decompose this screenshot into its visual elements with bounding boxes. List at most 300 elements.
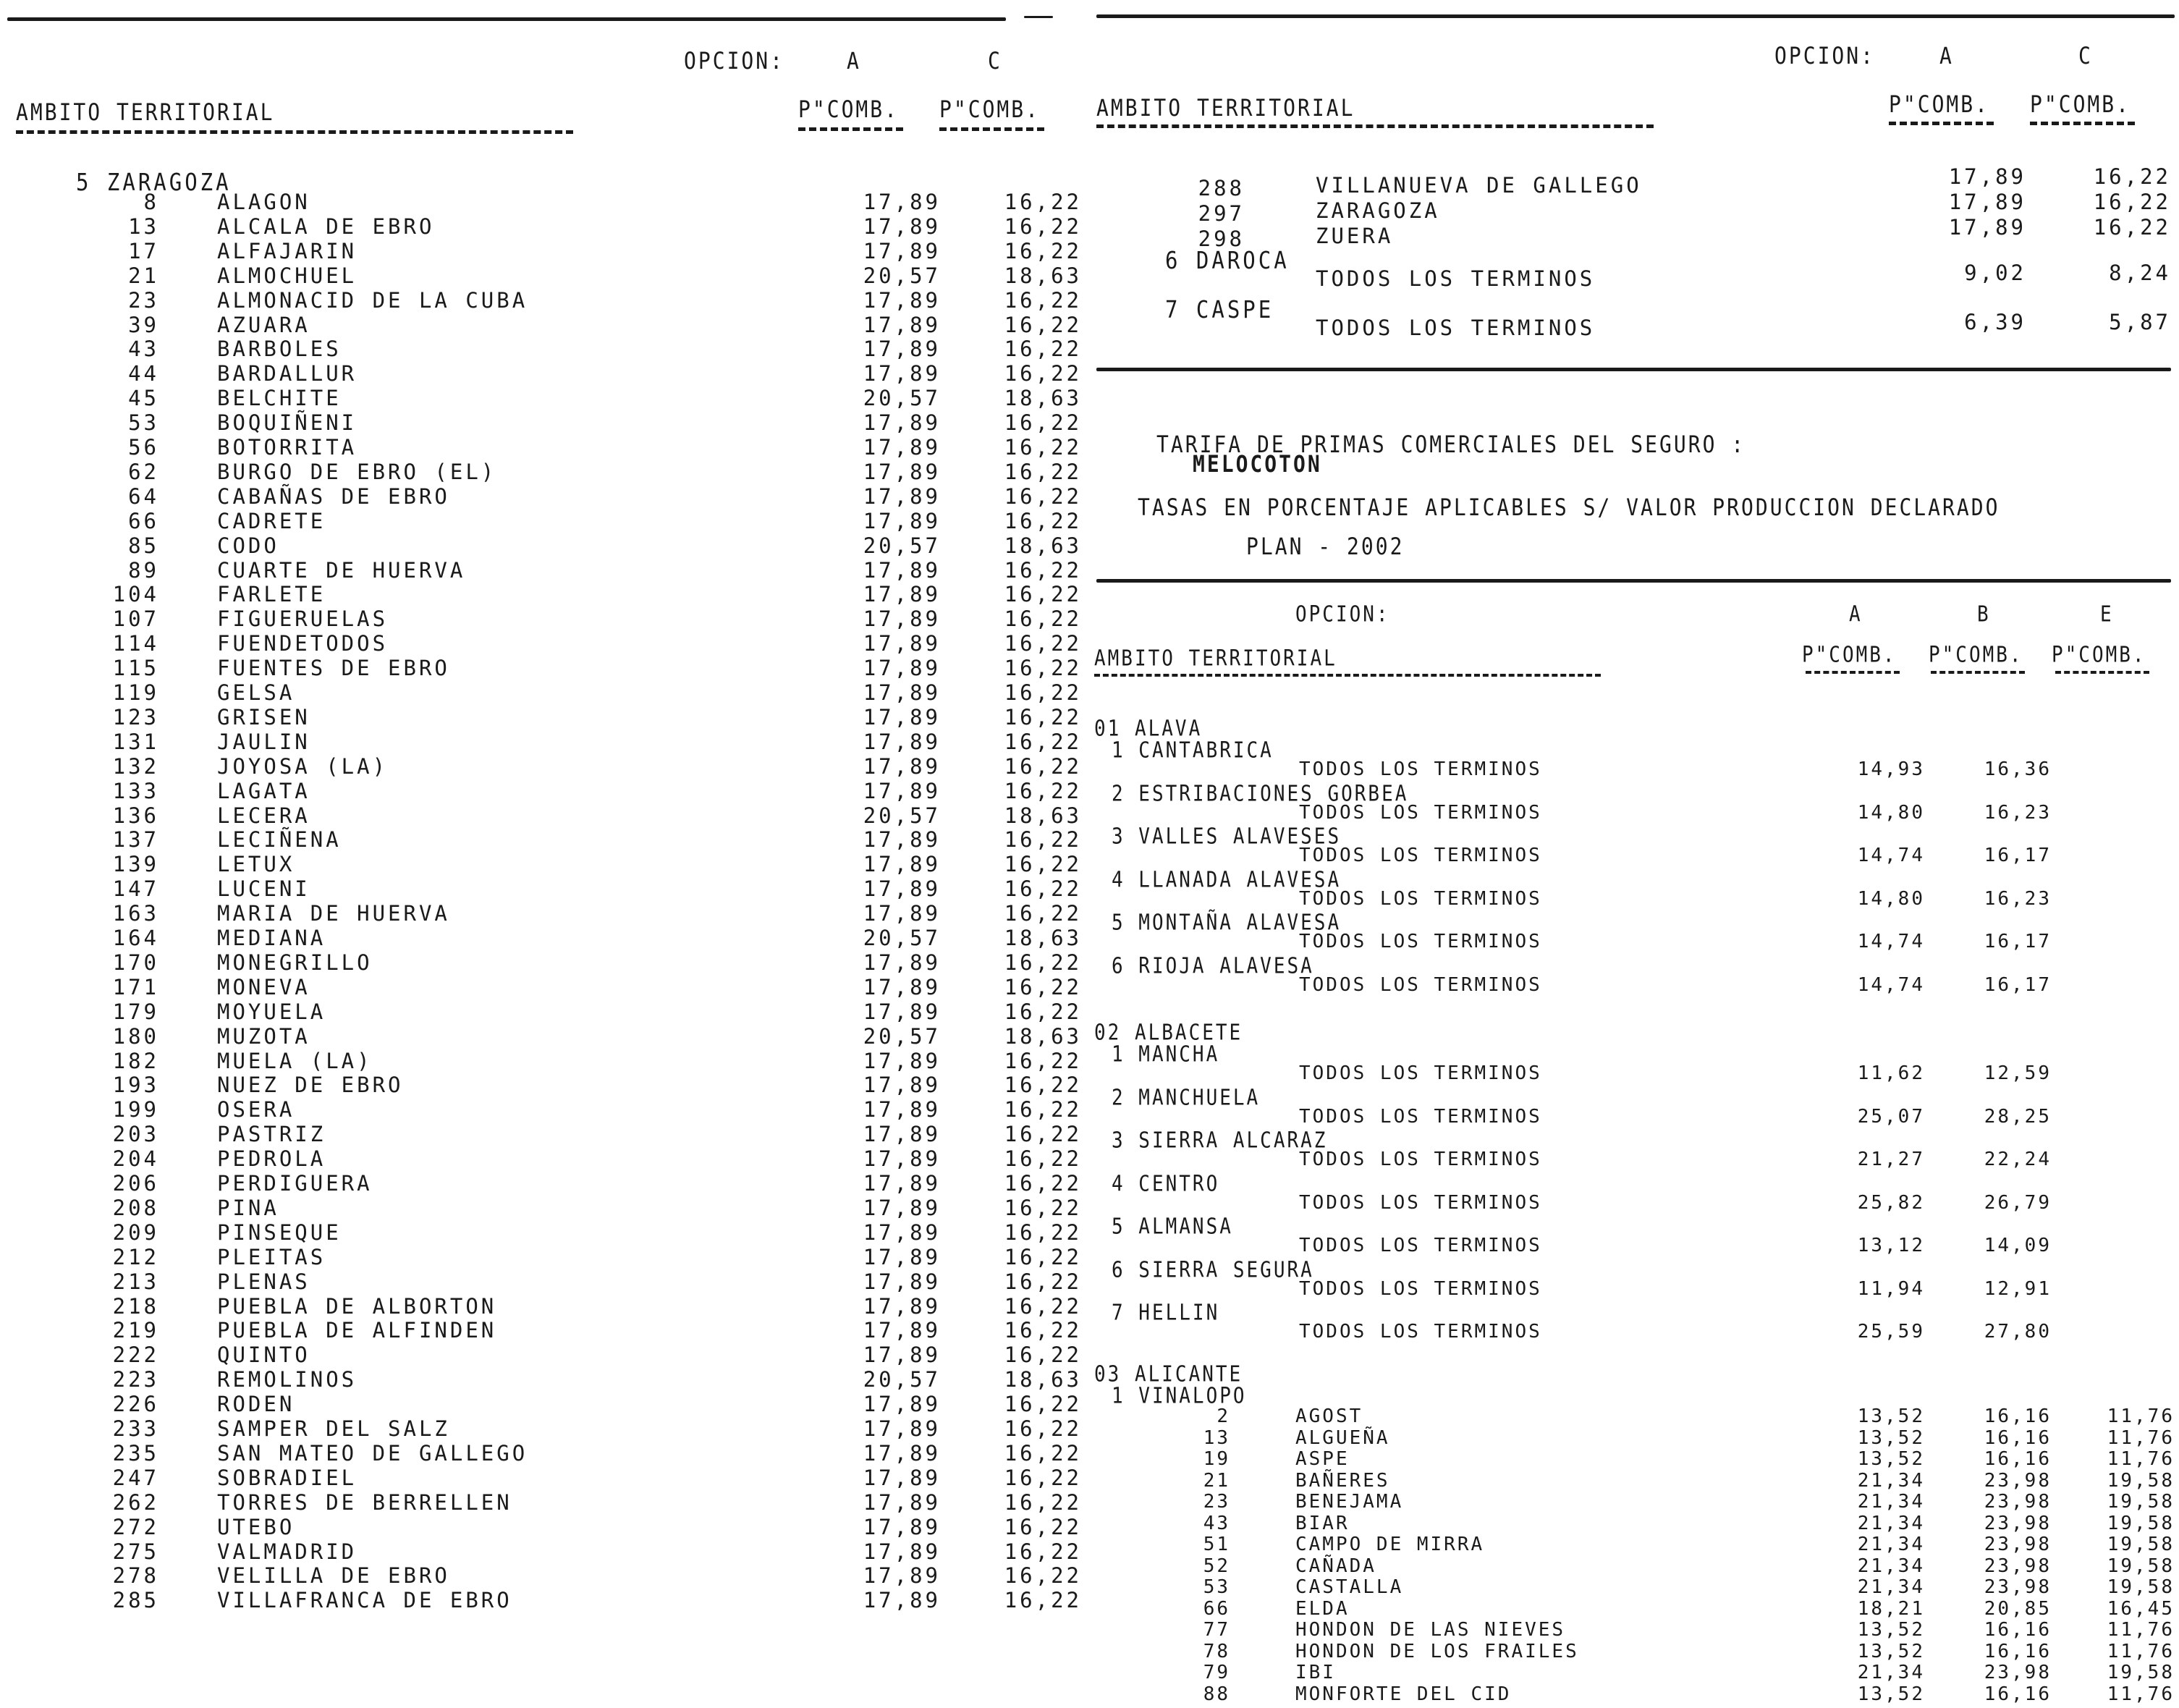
all-terms-label: TODOS LOS TERMINOS — [1299, 801, 1542, 824]
municipality-name: REMOLINOS — [217, 1367, 357, 1392]
all-terms-label: TODOS LOS TERMINOS — [1299, 845, 1542, 866]
option-b-2: B — [1977, 602, 1991, 627]
municipality-code: 218 — [112, 1293, 159, 1319]
rate-option-a: 21,34 — [1857, 1491, 1925, 1513]
rate-option-a: 17,89 — [863, 582, 941, 607]
rate-option-a: 25,59 — [1857, 1321, 1925, 1343]
municipality-name: ELDA — [1295, 1597, 1350, 1620]
rate-option-a: 17,89 — [863, 1392, 941, 1417]
table-row — [0, 1073, 1086, 1097]
rate-option-c: 16,22 — [1004, 337, 1082, 362]
table-row — [0, 631, 1086, 656]
table-row — [1086, 215, 2179, 251]
rate-option-c: 16,22 — [1004, 1097, 1082, 1123]
col-a-underline — [1889, 122, 1994, 125]
municipality-code: 85 — [128, 533, 159, 558]
municipality-name: PERDIGUERA — [217, 1171, 373, 1196]
rate-option-a: 17,89 — [863, 312, 941, 337]
ambito-underline-2 — [1094, 674, 1601, 677]
municipality-code: 133 — [112, 778, 159, 803]
rate-option-a: 17,89 — [863, 1416, 941, 1441]
rate-option-c: 16,22 — [1004, 1195, 1082, 1220]
table-row — [0, 1367, 1086, 1392]
table-row — [0, 214, 1086, 239]
rate-option-a: 13,52 — [1857, 1405, 1925, 1427]
comarca-label: 5 ALMANSA — [1112, 1214, 1233, 1240]
rate-option-a: 17,89 — [863, 606, 941, 632]
municipality-name: CASTALLA — [1295, 1576, 1404, 1598]
rate-option-c: 16,22 — [1004, 876, 1082, 902]
rate-option-c: 16,22 — [1004, 1465, 1082, 1490]
rate-option-a: 17,89 — [863, 729, 941, 754]
rate-option-c: 18,63 — [1004, 1023, 1082, 1049]
table-row — [0, 435, 1086, 460]
municipality-name: BURGO DE EBRO (EL) — [217, 459, 497, 484]
rate-option-c: 16,22 — [1004, 459, 1082, 484]
tariff-title: TARIFA DE PRIMAS COMERCIALES DEL SEGURO : — [1156, 431, 1746, 458]
municipality-code: 212 — [112, 1244, 159, 1269]
table-row — [0, 484, 1086, 509]
rate-option-a: 14,74 — [1857, 973, 1925, 996]
municipality-code: 275 — [112, 1539, 159, 1564]
municipality-name: PLEITAS — [217, 1244, 326, 1269]
section-rule — [1096, 368, 2171, 371]
rate-option-c: 18,63 — [1004, 926, 1082, 950]
rate-option-e: 19,58 — [2107, 1534, 2175, 1555]
table-row — [0, 1392, 1086, 1416]
rate-option-a: 17,89 — [863, 1489, 941, 1515]
rate-option-a: 20,57 — [863, 1367, 941, 1392]
rate-option-e: 19,58 — [2107, 1555, 2175, 1577]
rate-option-a: 17,89 — [863, 1318, 941, 1343]
municipality-name: PLENAS — [217, 1269, 310, 1294]
municipality-name: MOYUELA — [217, 999, 326, 1024]
table-row — [0, 606, 1086, 631]
rate-option-a: 17,89 — [863, 1269, 941, 1294]
rate-option-c: 16,22 — [1004, 287, 1082, 313]
table-row — [1086, 1106, 2179, 1130]
municipality-name: FIGUERUELAS — [217, 606, 389, 632]
municipality-name: ALAGON — [217, 190, 310, 214]
comarca-label: 6 SIERRA SEGURA — [1112, 1257, 1314, 1282]
rate-option-c: 16,22 — [1004, 1514, 1082, 1539]
ambito-label-2: AMBITO TERRITORIAL — [1094, 646, 1337, 672]
rate-option-c: 16,22 — [1004, 312, 1082, 337]
rate-option-a: 17,89 — [863, 1465, 941, 1490]
municipality-code: 23 — [1203, 1491, 1230, 1513]
rate-option-b: 16,17 — [1984, 931, 2052, 952]
rate-option-c: 16,22 — [1004, 1073, 1082, 1098]
option-a-2: A — [1849, 602, 1863, 627]
comarca-label: 4 CENTRO — [1112, 1171, 1220, 1196]
municipality-code: 163 — [112, 901, 159, 926]
top-rule — [7, 17, 1006, 21]
rate-option-b: 23,98 — [1984, 1534, 2052, 1555]
municipality-name: ZARAGOZA — [1316, 198, 1440, 223]
rate-option-c: 16,22 — [1004, 557, 1082, 583]
municipality-code: 262 — [112, 1489, 159, 1515]
municipality-name: LECERA — [217, 803, 310, 828]
municipality-code: 78 — [1203, 1640, 1230, 1662]
rate-option-c: 16,22 — [1004, 999, 1082, 1024]
municipality-name: LETUX — [217, 852, 295, 877]
municipality-name: RODEN — [217, 1392, 295, 1417]
municipality-name: ALMOCHUEL — [217, 263, 357, 288]
municipality-name: MONEVA — [217, 974, 310, 999]
all-terms-label: TODOS LOS TERMINOS — [1299, 1062, 1542, 1084]
municipality-code: 64 — [128, 483, 159, 509]
rate-option-c: 16,22 — [1004, 778, 1082, 803]
rate-option-a: 17,89 — [863, 1146, 941, 1172]
col-a-underline — [798, 127, 903, 131]
municipality-name: PASTRIZ — [217, 1122, 326, 1147]
table-row — [1086, 310, 2179, 340]
rate-option-a: 14,74 — [1857, 931, 1925, 952]
rate-option-b: 16,17 — [1984, 973, 2052, 996]
municipality-name: VILLANUEVA DE GALLEGO — [1316, 173, 1642, 198]
rate-option-c: 16,22 — [1004, 631, 1082, 656]
rate-option-a: 17,89 — [863, 852, 941, 877]
rate-option-a: 17,89 — [863, 1219, 941, 1245]
municipality-name: VELILLA DE EBRO — [217, 1563, 450, 1589]
table-row — [0, 1441, 1086, 1466]
municipality-name: VILLAFRANCA DE EBRO — [217, 1588, 512, 1613]
rate-option-e: 11,76 — [2107, 1405, 2175, 1427]
municipality-name: BELCHITE — [217, 386, 342, 411]
rate-option-c: 16,22 — [1004, 704, 1082, 730]
all-terms-label: TODOS LOS TERMINOS — [1316, 266, 1596, 291]
opcion-label-2: OPCION: — [1295, 602, 1390, 627]
rate-option-e: 19,58 — [2107, 1491, 2175, 1513]
municipality-code: 56 — [128, 435, 159, 460]
table-row — [0, 730, 1086, 754]
table-row — [0, 288, 1086, 313]
table-row — [0, 239, 1086, 263]
municipality-code: 170 — [112, 950, 159, 975]
municipality-name: BOTORRITA — [217, 435, 357, 460]
rate-option-a: 14,93 — [1857, 758, 1925, 780]
table-row — [0, 1416, 1086, 1441]
rate-option-a: 17,89 — [863, 483, 941, 509]
rate-option-c: 16,22 — [1004, 852, 1082, 877]
rate-option-a: 17,89 — [863, 459, 941, 484]
municipality-code: 222 — [112, 1343, 159, 1368]
rate-option-c: 16,22 — [1004, 435, 1082, 460]
rate-option-a: 17,89 — [863, 950, 941, 975]
rate-option-a: 17,89 — [863, 1440, 941, 1466]
rate-option-a: 21,34 — [1857, 1469, 1925, 1492]
rate-option-b: 12,91 — [1984, 1277, 2052, 1300]
table-row — [0, 975, 1086, 999]
tariff-subtitle: TASAS EN PORCENTAJE APLICABLES S/ VALOR PRODUCCION DECLARADO — [1138, 494, 2000, 521]
column-header-c: P"COMB. — [2030, 90, 2131, 118]
rate-option-a: 20,57 — [863, 1023, 941, 1049]
rate-option-c: 16,22 — [1004, 1343, 1082, 1368]
municipality-code: 104 — [112, 582, 159, 607]
municipality-name: JAULIN — [217, 729, 310, 754]
rate-option-a: 17,89 — [863, 410, 941, 436]
municipality-code: 285 — [112, 1588, 159, 1613]
municipality-code: 17 — [128, 238, 159, 263]
rate-option-a: 17,89 — [863, 680, 941, 705]
municipality-name: QUINTO — [217, 1343, 310, 1368]
municipality-code: 272 — [112, 1514, 159, 1539]
table-row — [0, 950, 1086, 975]
rate-option-a: 13,52 — [1857, 1448, 1925, 1470]
municipality-name: BIAR — [1295, 1512, 1350, 1534]
municipality-name: BARBOLES — [217, 337, 342, 362]
table-row — [0, 460, 1086, 484]
table-row — [0, 999, 1086, 1024]
municipality-name: CODO — [217, 533, 279, 558]
rate-option-c: 16,22 — [2093, 215, 2171, 240]
municipality-name: MARIA DE HUERVA — [217, 901, 450, 926]
rate-option-a: 17,89 — [1948, 164, 2026, 189]
municipality-code: 88 — [1203, 1683, 1230, 1705]
municipality-name: VALMADRID — [217, 1539, 357, 1564]
rate-option-e: 11,76 — [2107, 1640, 2175, 1662]
municipality-code: 182 — [112, 1048, 159, 1073]
table-row — [0, 1515, 1086, 1539]
rate-option-c: 16,22 — [1004, 1219, 1082, 1245]
all-terms-label: TODOS LOS TERMINOS — [1299, 973, 1542, 996]
rate-option-a: 14,80 — [1857, 887, 1925, 910]
table-row — [1086, 1683, 2179, 1708]
column-header-a: P"COMB. — [798, 96, 900, 123]
rate-option-e: 11,76 — [2107, 1426, 2175, 1449]
table-row — [0, 1220, 1086, 1245]
rate-option-e: 19,58 — [2107, 1512, 2175, 1534]
all-terms-label: TODOS LOS TERMINOS — [1299, 758, 1542, 780]
rate-option-a: 17,89 — [863, 1563, 941, 1589]
rate-option-a: 17,89 — [1948, 215, 2026, 240]
municipality-code: 52 — [1203, 1555, 1230, 1577]
top-rule — [1096, 14, 2175, 18]
rate-option-c: 16,22 — [1004, 680, 1082, 705]
municipality-code: 226 — [112, 1392, 159, 1417]
rate-option-a: 21,34 — [1857, 1534, 1925, 1555]
rate-option-e: 19,58 — [2107, 1469, 2175, 1492]
rate-option-a: 13,12 — [1857, 1235, 1925, 1256]
comarca-label: 7 CASPE — [1165, 295, 1274, 324]
municipality-name: UTEBO — [217, 1514, 295, 1539]
rate-option-c: 16,22 — [1004, 410, 1082, 436]
rate-option-b: 28,25 — [1984, 1105, 2052, 1128]
rate-option-b: 16,16 — [1984, 1619, 2052, 1641]
municipality-code: 43 — [128, 337, 159, 362]
table-row — [0, 827, 1086, 852]
rate-option-c: 8,24 — [2109, 261, 2171, 285]
table-row — [0, 680, 1086, 705]
rate-option-a: 17,89 — [863, 1343, 941, 1368]
rate-option-c: 16,22 — [1004, 827, 1082, 853]
rate-option-a: 21,27 — [1857, 1149, 1925, 1170]
table-row — [0, 410, 1086, 435]
table-row — [0, 1171, 1086, 1196]
municipality-name: SAMPER DEL SALZ — [217, 1416, 450, 1441]
table-row — [0, 803, 1086, 828]
municipality-code: 2 — [1217, 1405, 1230, 1427]
rate-option-e: 11,76 — [2107, 1619, 2175, 1641]
comarca-label: 2 MANCHUELA — [1112, 1085, 1261, 1110]
rate-option-a: 14,80 — [1857, 801, 1925, 824]
rate-option-a: 11,94 — [1857, 1277, 1925, 1300]
rate-option-a: 17,89 — [863, 1514, 941, 1539]
municipality-code: 44 — [128, 361, 159, 386]
table-row — [0, 779, 1086, 803]
rate-option-a: 21,34 — [1857, 1662, 1925, 1683]
table-row — [1086, 261, 2179, 291]
rate-option-a: 17,89 — [863, 214, 941, 239]
comarca-label: 6 DAROCA — [1165, 246, 1290, 275]
rate-option-a: 13,52 — [1857, 1619, 1925, 1641]
municipality-code: 235 — [112, 1440, 159, 1466]
municipality-code: 132 — [112, 753, 159, 779]
table-row — [0, 558, 1086, 583]
rate-option-a: 17,89 — [863, 704, 941, 730]
table-row — [1086, 974, 2179, 999]
table-row — [0, 1318, 1086, 1343]
municipality-name: AGOST — [1295, 1405, 1363, 1427]
rate-option-b: 23,98 — [1984, 1469, 2052, 1492]
rate-option-a: 17,89 — [863, 1539, 941, 1564]
municipality-code: 107 — [112, 606, 159, 632]
table-row — [1086, 888, 2179, 913]
rate-option-a: 17,89 — [863, 238, 941, 263]
table-row — [0, 386, 1086, 410]
table-row — [1086, 1062, 2179, 1087]
municipality-name: FUENDETODOS — [217, 631, 389, 656]
column-header-e-2: P"COMB. — [2052, 643, 2146, 668]
rate-option-c: 16,22 — [1004, 1318, 1082, 1343]
municipality-code: 62 — [128, 459, 159, 484]
table-row — [0, 1563, 1086, 1588]
rate-option-c: 16,22 — [1004, 582, 1082, 607]
table-row — [0, 1097, 1086, 1122]
municipality-name: SAN MATEO DE GALLEGO — [217, 1440, 528, 1466]
rate-option-b: 22,24 — [1984, 1149, 2052, 1170]
table-row — [0, 509, 1086, 533]
municipality-code: 247 — [112, 1465, 159, 1490]
municipality-name: AZUARA — [217, 312, 310, 337]
table-row — [0, 1343, 1086, 1367]
option-a: A — [847, 47, 861, 75]
rate-option-b: 23,98 — [1984, 1512, 2052, 1534]
option-e-2: E — [2100, 602, 2114, 627]
rate-option-a: 21,34 — [1857, 1555, 1925, 1577]
rate-option-a: 17,89 — [863, 827, 941, 853]
municipality-code: 13 — [1203, 1426, 1230, 1449]
table-row — [1086, 845, 2179, 869]
municipality-name: HONDON DE LOS FRAILES — [1295, 1640, 1579, 1662]
municipality-name: TORRES DE BERRELLEN — [217, 1489, 512, 1515]
table-row — [0, 1588, 1086, 1612]
rate-option-e: 16,45 — [2107, 1597, 2175, 1620]
municipality-code: 298 — [1198, 227, 1245, 251]
table-row — [0, 705, 1086, 730]
rate-option-b: 16,16 — [1984, 1426, 2052, 1449]
rate-option-c: 16,22 — [1004, 483, 1082, 509]
comarca-label: 5 ZARAGOZA — [76, 168, 232, 197]
rate-option-c: 16,22 — [1004, 1539, 1082, 1564]
province-label: 03 ALICANTE — [1094, 1362, 1243, 1387]
table-row — [0, 926, 1086, 950]
all-terms-label: TODOS LOS TERMINOS — [1299, 1191, 1542, 1214]
all-terms-label: TODOS LOS TERMINOS — [1299, 1105, 1542, 1128]
municipality-code: 131 — [112, 729, 159, 754]
ambito-label: AMBITO TERRITORIAL — [16, 98, 275, 126]
municipality-name: OSERA — [217, 1097, 295, 1123]
municipality-code: 53 — [128, 410, 159, 436]
municipality-code: 119 — [112, 680, 159, 705]
rate-option-a: 17,89 — [863, 1171, 941, 1196]
rate-option-c: 16,22 — [1004, 656, 1082, 681]
rate-option-a: 21,34 — [1857, 1576, 1925, 1598]
municipality-code: 66 — [1203, 1597, 1230, 1620]
rate-option-c: 16,22 — [1004, 606, 1082, 632]
rate-option-a: 17,89 — [863, 631, 941, 656]
municipality-name: ALFAJARIN — [217, 238, 357, 263]
comarca-label: 6 RIOJA ALAVESA — [1112, 953, 1314, 978]
col-a-underline-2 — [1806, 671, 1900, 674]
municipality-name: BOQUIÑENI — [217, 410, 357, 436]
rate-option-c: 16,22 — [1004, 974, 1082, 999]
comarca-label: 1 CANTABRICA — [1112, 738, 1274, 764]
table-row — [0, 582, 1086, 606]
rate-option-e: 11,76 — [2107, 1683, 2175, 1705]
rate-option-b: 16,36 — [1984, 758, 2052, 780]
municipality-name: CADRETE — [217, 508, 326, 533]
ambito-label: AMBITO TERRITORIAL — [1096, 94, 1355, 122]
rate-option-a: 17,89 — [863, 435, 941, 460]
all-terms-label: TODOS LOS TERMINOS — [1299, 887, 1542, 910]
table-row — [0, 1196, 1086, 1220]
municipality-code: 139 — [112, 852, 159, 877]
option-c: C — [988, 47, 1002, 75]
rate-option-a: 20,57 — [863, 263, 941, 288]
rate-option-b: 23,98 — [1984, 1555, 2052, 1577]
rate-option-c: 16,22 — [1004, 361, 1082, 386]
rate-option-a: 17,89 — [863, 1244, 941, 1269]
rate-option-a: 13,52 — [1857, 1426, 1925, 1449]
table-row — [1086, 802, 2179, 826]
municipality-code: 278 — [112, 1563, 159, 1589]
municipality-name: PINA — [217, 1195, 279, 1220]
municipality-name: PEDROLA — [217, 1146, 326, 1172]
rate-option-a: 14,74 — [1857, 845, 1925, 866]
municipality-name: PUEBLA DE ALFINDEN — [217, 1318, 497, 1343]
municipality-code: 43 — [1203, 1512, 1230, 1534]
municipality-name: FARLETE — [217, 582, 326, 607]
municipality-code: 39 — [128, 312, 159, 337]
municipality-name: ALMONACID DE LA CUBA — [217, 287, 528, 313]
municipality-code: 179 — [112, 999, 159, 1024]
municipality-name: LUCENI — [217, 876, 310, 902]
municipality-name: LECIÑENA — [217, 827, 342, 853]
comarca-label: 2 ESTRIBACIONES GORBEA — [1112, 781, 1409, 806]
municipality-name: JOYOSA (LA) — [217, 753, 389, 779]
municipality-name: SOBRADIEL — [217, 1465, 357, 1490]
municipality-name: PUEBLA DE ALBORTON — [217, 1293, 497, 1319]
table-row — [1086, 1192, 2179, 1217]
municipality-code: 297 — [1198, 201, 1245, 226]
rate-option-a: 25,82 — [1857, 1191, 1925, 1214]
table-row — [0, 1269, 1086, 1294]
municipality-code: 51 — [1203, 1534, 1230, 1555]
table-row — [0, 361, 1086, 386]
municipality-code: 13 — [128, 214, 159, 239]
rate-option-c: 18,63 — [1004, 803, 1082, 828]
